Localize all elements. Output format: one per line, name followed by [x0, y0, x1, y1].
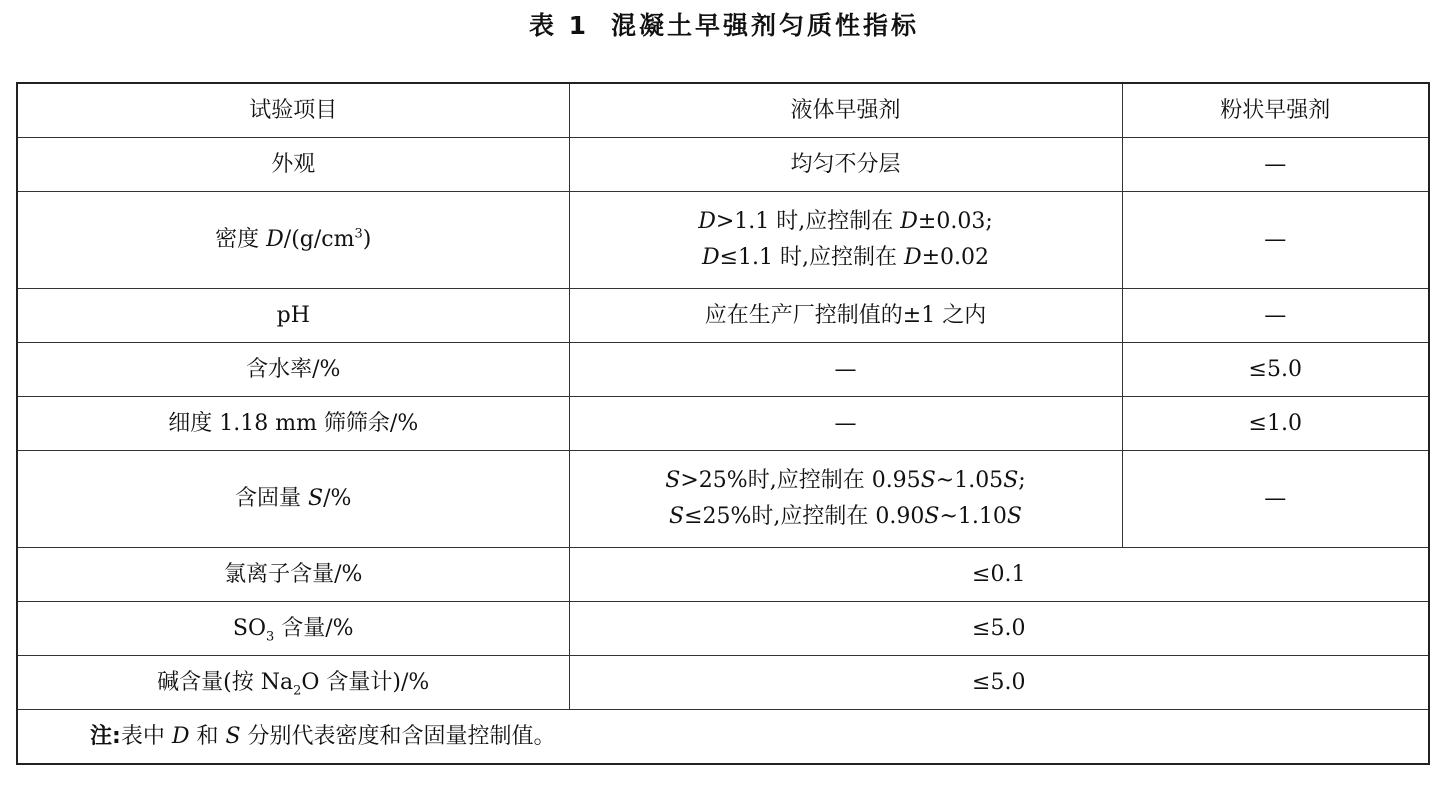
cell-item: 外观	[17, 138, 569, 192]
note-variable: S	[225, 723, 241, 749]
cell-liquid: 均匀不分层	[569, 138, 1122, 192]
cell-item: pH	[17, 289, 569, 343]
uniformity-table	[16, 82, 1430, 765]
var: S	[920, 468, 936, 493]
text: ~1.05	[935, 468, 1004, 493]
var: S	[1006, 504, 1022, 529]
item-text: 碱含量(按 Na	[157, 669, 294, 695]
table-row-note	[17, 710, 1429, 765]
table-row-alkali	[17, 656, 1429, 710]
cell-liquid: 应在生产厂控制值的±1 之内	[569, 289, 1122, 343]
liquid-line-2	[570, 499, 1122, 535]
text: ≤1.1 时,应控制在	[719, 245, 904, 270]
text: >25%时,应控制在 0.95	[680, 468, 921, 493]
table-row-chloride	[17, 548, 1429, 602]
item-unit: /%	[323, 486, 352, 511]
var: S	[924, 504, 940, 529]
table-note	[17, 710, 1429, 765]
item-subscript: 2	[293, 682, 302, 698]
table-number: 表 1	[528, 11, 590, 40]
header-cell-powder: 粉状早强剂	[1122, 83, 1429, 138]
cell-merged-value: ≤0.1	[569, 548, 1429, 602]
item-unit-close: )	[362, 227, 372, 252]
liquid-line-1	[570, 463, 1122, 499]
table-row-appearance	[17, 138, 1429, 192]
cell-liquid: —	[569, 397, 1122, 451]
var: S	[669, 504, 685, 529]
table-row-density	[17, 192, 1429, 289]
cell-powder: —	[1122, 289, 1429, 343]
cell-liquid: —	[569, 343, 1122, 397]
item-text: 含固量	[235, 486, 309, 511]
var: D	[701, 245, 720, 270]
cell-item	[17, 192, 569, 289]
note-text: 表中	[120, 723, 172, 749]
note-text: 分别代表密度和含固量控制值。	[240, 723, 556, 749]
item-text: SO	[232, 615, 266, 641]
item-unit: /(g/cm	[283, 227, 355, 252]
item-subscript: 3	[266, 628, 275, 644]
liquid-line-1	[570, 204, 1122, 240]
table-title	[0, 8, 1448, 44]
table-title-text: 混凝土早强剂匀质性指标	[611, 11, 920, 40]
cell-item: 含水率/%	[17, 343, 569, 397]
cell-powder: ≤1.0	[1122, 397, 1429, 451]
table-row-moisture	[17, 343, 1429, 397]
text: ±0.02	[921, 245, 990, 270]
liquid-line-2	[570, 240, 1122, 276]
text: ~1.10	[939, 504, 1007, 529]
cell-item	[17, 602, 569, 656]
table-row-ph	[17, 289, 1429, 343]
text: ≤25%时,应控制在 0.90	[684, 504, 925, 529]
cell-liquid	[569, 451, 1122, 548]
text: ±0.03;	[917, 209, 993, 234]
table-row-fineness	[17, 397, 1429, 451]
cell-item: 细度 1.18 mm 筛筛余/%	[17, 397, 569, 451]
var: S	[665, 468, 681, 493]
cell-merged-value: ≤5.0	[569, 602, 1429, 656]
item-variable: D	[266, 227, 284, 252]
table-row-solids	[17, 451, 1429, 548]
header-row	[17, 83, 1429, 138]
cell-powder: —	[1122, 192, 1429, 289]
text: ;	[1018, 468, 1026, 493]
var: S	[1003, 468, 1019, 493]
cell-powder: —	[1122, 138, 1429, 192]
header-cell-item: 试验项目	[17, 83, 569, 138]
item-text: 密度	[215, 227, 267, 252]
table-row-so3	[17, 602, 1429, 656]
var: D	[900, 209, 918, 234]
item-variable: S	[308, 486, 324, 511]
cell-merged-value: ≤5.0	[569, 656, 1429, 710]
note-text: 和	[189, 723, 226, 749]
cell-powder: —	[1122, 451, 1429, 548]
note-label: 注:	[90, 723, 121, 749]
cell-item: 氯离子含量/%	[17, 548, 569, 602]
item-unit-superscript: 3	[354, 226, 363, 242]
item-text-rest: 含量/%	[274, 615, 354, 641]
header-cell-liquid: 液体早强剂	[569, 83, 1122, 138]
var: D	[698, 209, 716, 234]
item-text-rest: O 含量计)/%	[301, 669, 430, 695]
cell-liquid	[569, 192, 1122, 289]
cell-item	[17, 451, 569, 548]
cell-item	[17, 656, 569, 710]
text: >1.1 时,应控制在	[715, 209, 901, 234]
cell-powder: ≤5.0	[1122, 343, 1429, 397]
note-variable: D	[171, 723, 190, 749]
var: D	[903, 245, 922, 270]
